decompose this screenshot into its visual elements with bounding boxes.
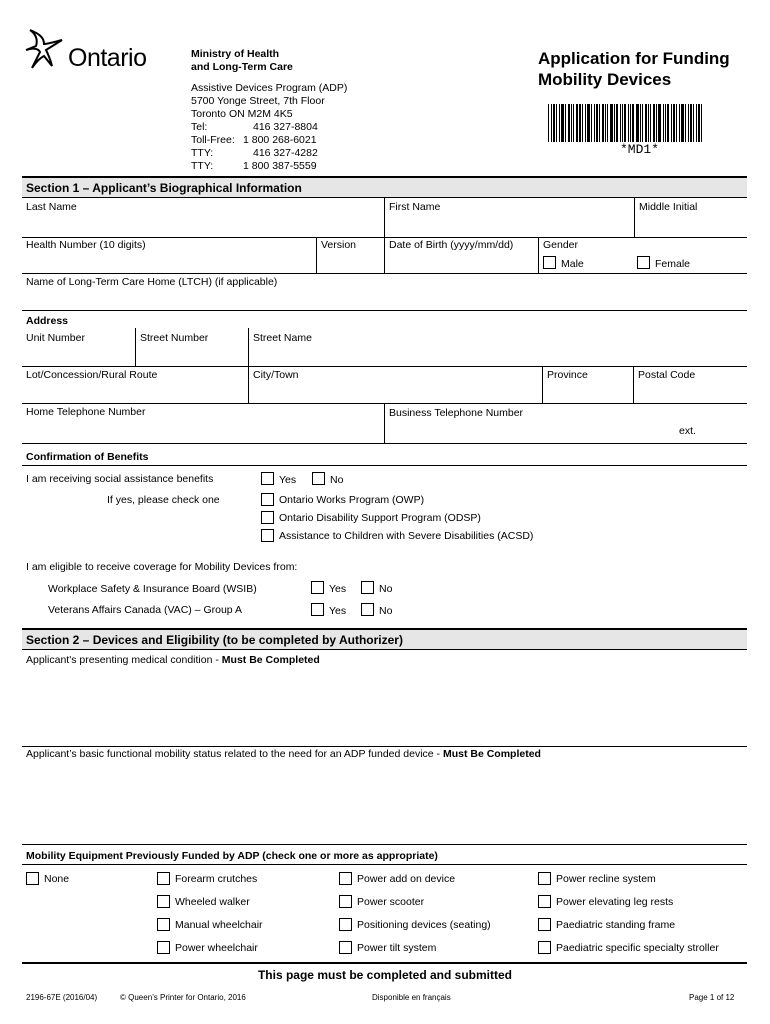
barcode-bar [656,104,657,142]
barcode-bar [605,104,606,142]
wsib-yes-checkbox[interactable] [311,581,324,594]
barcode-bar [585,104,586,142]
if-yes-label: If yes, please check one [107,494,220,506]
social-no-label: No [330,474,344,486]
medical-condition-label: Applicant's presenting medical condition - Must Be Completed [26,654,320,666]
power-add-on-checkbox[interactable] [339,872,352,885]
postal-code-label: Postal Code [638,369,696,381]
barcode-bar [667,104,669,142]
barcode [548,104,718,142]
positioning-devices-checkbox[interactable] [339,918,352,931]
prev-funded-heading: Mobility Equipment Previously Funded by ADP (check one or more as appropriate) [26,850,438,862]
wheeled-walker-checkbox[interactable] [157,895,170,908]
power-tilt-checkbox[interactable] [339,941,352,954]
page-number: Page 1 of 12 [689,993,735,1002]
first-name-field[interactable] [385,198,634,238]
manual-wheelchair-checkbox[interactable] [157,918,170,931]
barcode-bar [553,104,555,142]
barcode-bar [671,104,672,142]
wsib-no-checkbox[interactable] [361,581,374,594]
female-label: Female [655,258,691,270]
form-title: Application for Funding Mobility Devices [538,49,730,89]
barcode-bar [630,104,631,142]
ext-label: ext. [679,425,696,437]
health-number-label: Health Number (10 digits) [26,239,146,251]
power-recline-label: Power recline system [556,873,656,885]
unit-number-label: Unit Number [26,332,85,344]
version-label: Version [321,239,357,251]
barcode-bar [648,104,649,142]
barcode-text: *MD1* [620,142,660,157]
barcode-bar [568,104,570,142]
lot-label: Lot/Concession/Rural Route [26,369,158,381]
barcode-bar [696,104,697,142]
barcode-bar [548,104,549,142]
form-number: 2196-67E (2016/04) [26,993,98,1002]
barcode-bar [645,104,647,142]
copyright: © Queen’s Printer for Ontario, 2016 [120,993,246,1002]
eligible-label: I am eligible to receive coverage for Mobility Devices from: [26,561,298,573]
barcode-bar [640,104,641,142]
barcode-bar [565,104,566,142]
barcode-bar [602,104,604,142]
last-name-field[interactable] [22,198,384,238]
functional-status-label: Applicant’s basic functional mobility status related to the need for an ADP funded device - Must Be Completed [26,748,541,760]
barcode-bar [679,104,680,142]
barcode-bar [628,104,629,142]
female-checkbox[interactable] [637,256,650,269]
barcode-bar [576,104,578,142]
barcode-bar [658,104,661,142]
male-label: Male [561,258,584,270]
forearm-crutches-checkbox[interactable] [157,872,170,885]
address-heading: Address [26,315,69,327]
vac-label: Veterans Affairs Canada (VAC) – Group A [48,604,242,616]
confirmation-heading: Confirmation of Benefits [26,451,149,463]
gender-label: Gender [543,239,579,251]
power-scooter-checkbox[interactable] [339,895,352,908]
barcode-bar [610,104,613,142]
barcode-bar [650,104,651,142]
power-recline-checkbox[interactable] [538,872,551,885]
owp-label: Ontario Works Program (OWP) [279,494,425,506]
owp-checkbox[interactable] [261,493,274,506]
power-add-on-label: Power add on device [357,873,456,885]
barcode-bar [573,104,574,142]
business-tel-label: Business Telephone Number [389,407,524,419]
ltch-label: Name of Long-Term Care Home (LTCH) (if applicable) [26,276,278,288]
manual-wheelchair-label: Manual wheelchair [175,919,263,931]
barcode-bar [594,104,595,142]
acsd-label: Assistance to Children with Severe Disabilities (ACSD) [279,530,534,542]
street-name-label: Street Name [253,332,312,344]
barcode-bar [663,104,664,142]
barcode-bar [701,104,702,142]
barcode-bar [676,104,677,142]
barcode-bar [551,104,552,142]
barcode-bar [642,104,643,142]
social-yes-label: Yes [279,474,297,486]
city-label: City/Town [253,369,299,381]
ministry-name: Ministry of Health and Long-Term Care [191,48,293,73]
forearm-crutches-label: Forearm crutches [175,873,258,885]
dob-label: Date of Birth (yyyy/mm/dd) [389,239,514,251]
barcode-bar [616,104,618,142]
barcode-bar [614,104,615,142]
odsp-checkbox[interactable] [261,511,274,524]
section1-title: Section 1 – Applicant’s Biographical Information [22,176,747,198]
barcode-bar [556,104,557,142]
first-name-label: First Name [389,201,441,213]
stroller-checkbox[interactable] [538,941,551,954]
functional-status-field[interactable] [22,762,747,844]
program-address: Assistive Devices Program (ADP) 5700 Yonge Street, 7th Floor Toronto ON M2M 4K5 Tel: 416 327-8804 Toll-Free: 1 800 268-6021 TTY: 416 327-4282 TTY: 1 800 387-5559 [191,82,348,172]
social-assistance-label: I am receiving social assistance benefits [26,473,214,485]
barcode-bar [681,104,684,142]
barcode-bar [582,104,583,142]
vac-no-label: No [379,605,393,617]
positioning-devices-label: Positioning devices (seating) [357,919,491,931]
barcode-bar [685,104,686,142]
province-label: Province [547,369,588,381]
middle-initial-field[interactable] [635,198,747,238]
barcode-bar [688,104,689,142]
power-scooter-label: Power scooter [357,896,425,908]
barcode-bar [587,104,590,142]
health-number-field[interactable] [22,238,316,274]
barcode-bar [561,104,564,142]
vac-no-checkbox[interactable] [361,603,374,616]
vac-yes-checkbox[interactable] [311,603,324,616]
wsib-no-label: No [379,583,393,595]
social-no-checkbox[interactable] [312,472,325,485]
logo-text: Ontario [68,44,147,72]
acsd-checkbox[interactable] [261,529,274,542]
ontario-logo [22,26,172,76]
power-elevating-checkbox[interactable] [538,895,551,908]
barcode-bar [579,104,581,142]
street-number-label: Street Number [140,332,209,344]
barcode-bar [607,104,608,142]
standing-frame-label: Paediatric standing frame [556,919,676,931]
power-wheelchair-label: Power wheelchair [175,942,258,954]
barcode-bar [636,104,639,142]
home-tel-label: Home Telephone Number [26,406,146,418]
wheeled-walker-label: Wheeled walker [175,896,250,908]
barcode-bar [665,104,666,142]
barcode-bar [690,104,692,142]
barcode-bar [596,104,598,142]
barcode-bar [571,104,572,142]
barcode-bar [591,104,592,142]
wsib-yes-label: Yes [329,583,347,595]
barcode-bar [624,104,626,142]
middle-initial-label: Middle Initial [639,201,698,213]
odsp-label: Ontario Disability Support Program (ODSP) [279,512,481,524]
barcode-bar [698,104,700,142]
power-elevating-label: Power elevating leg rests [556,896,674,908]
medical-condition-field[interactable] [22,668,747,746]
last-name-label: Last Name [26,201,77,213]
standing-frame-checkbox[interactable] [538,918,551,931]
ltch-field[interactable] [22,274,747,310]
male-checkbox[interactable] [543,256,556,269]
must-submit-notice: This page must be completed and submitted [257,968,513,982]
none-checkbox[interactable] [26,872,39,885]
barcode-bar [693,104,694,142]
section2-title: Section 2 – Devices and Eligibility (to be completed by Authorizer) [22,628,747,650]
barcode-bar [632,104,634,142]
french-version: Disponible en français [372,993,451,1002]
none-label: None [44,873,70,885]
barcode-bar [622,104,623,142]
social-yes-checkbox[interactable] [261,472,274,485]
power-tilt-label: Power tilt system [357,942,437,954]
barcode-bar [673,104,675,142]
barcode-bar [559,104,560,142]
wsib-label: Workplace Safety & Insurance Board (WSIB) [48,583,257,595]
vac-yes-label: Yes [329,605,347,617]
power-wheelchair-checkbox[interactable] [157,941,170,954]
trillium-icon [22,26,66,72]
barcode-bar [599,104,600,142]
barcode-bar [620,104,621,142]
stroller-label: Paediatric specific specialty stroller [556,942,719,954]
barcode-bar [653,104,655,142]
